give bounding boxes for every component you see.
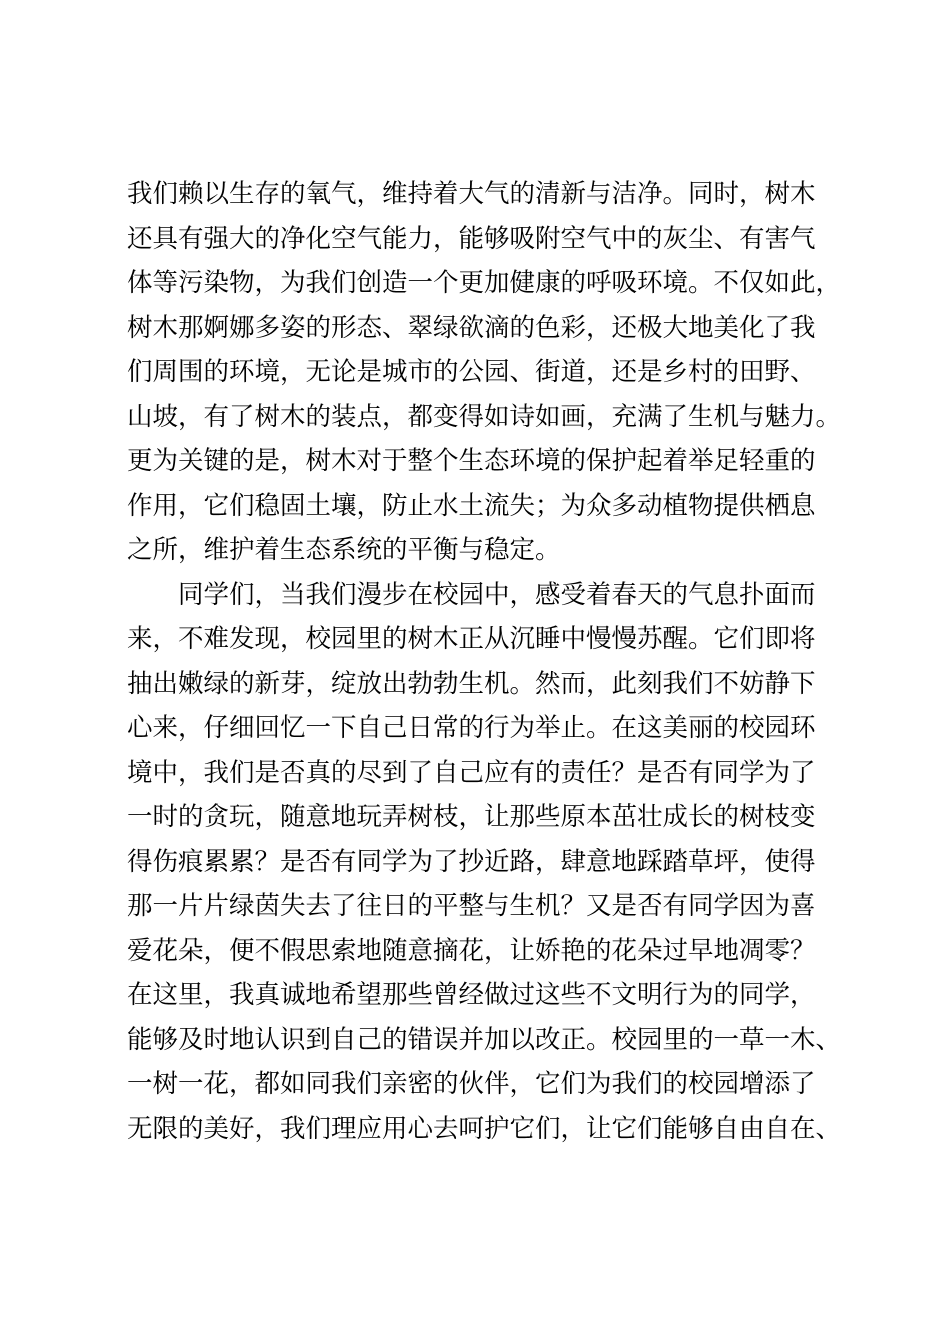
text-line: 来，不难发现，校园里的树木正从沉睡中慢慢苏醒。它们即将 [127,624,816,654]
text-line: 抽出嫩绿的新芽，绽放出勃勃生机。然而，此刻我们不妨静下 [127,668,816,699]
body-text [127,172,867,1151]
text-line: 境中，我们是否真的尽到了自己应有的责任？是否有同学为了 [127,757,816,788]
text-line: 体等污染物，为我们创造一个更加健康的呼吸环境。不仅如此， [127,268,842,298]
text-line: 更为关键的是，树木对于整个生态环境的保护起着举足轻重的 [127,446,816,476]
text-line: 在这里，我真诚地希望那些曾经做过这些不文明行为的同学， [127,980,816,1010]
text-line: 树木那婀娜多姿的形态、翠绿欲滴的色彩，还极大地美化了我 [127,312,816,343]
text-line: 同学们，当我们漫步在校园中，感受着春天的气息扑面而 [127,579,816,610]
text-line: 之所，维护着生态系统的平衡与稳定。 [127,535,561,565]
text-line: 作用，它们稳固土壤，防止水土流失；为众多动植物提供栖息 [127,490,816,521]
text-line: 一时的贪玩，随意地玩弄树枝，让那些原本茁壮成长的树枝变 [127,802,816,832]
text-line: 一树一花，都如同我们亲密的伙伴，它们为我们的校园增添了 [127,1069,816,1099]
text-line: 我们赖以生存的氧气，维持着大气的清新与洁净。同时，树木 [127,179,816,209]
text-line: 山坡，有了树木的装点，都变得如诗如画，充满了生机与魅力。 [127,401,842,432]
text-line: 得伤痕累累？是否有同学为了抄近路，肆意地踩踏草坪，使得 [127,846,816,877]
text-line: 们周围的环境，无论是城市的公园、街道，还是乡村的田野、 [127,357,816,387]
text-line: 心来，仔细回忆一下自己日常的行为举止。在这美丽的校园环 [127,713,816,743]
text-line: 还具有强大的净化空气能力，能够吸附空气中的灰尘、有害气 [127,223,816,254]
text-line: 那一片片绿茵失去了往日的平整与生机？又是否有同学因为喜 [127,891,816,921]
text-line: 能够及时地认识到自己的错误并加以改正。校园里的一草一木、 [127,1024,842,1055]
text-line: 无限的美好，我们理应用心去呵护它们，让它们能够自由自在、 [127,1113,842,1144]
text-line: 爱花朵，便不假思索地随意摘花，让娇艳的花朵过早地凋零？ [127,935,816,966]
